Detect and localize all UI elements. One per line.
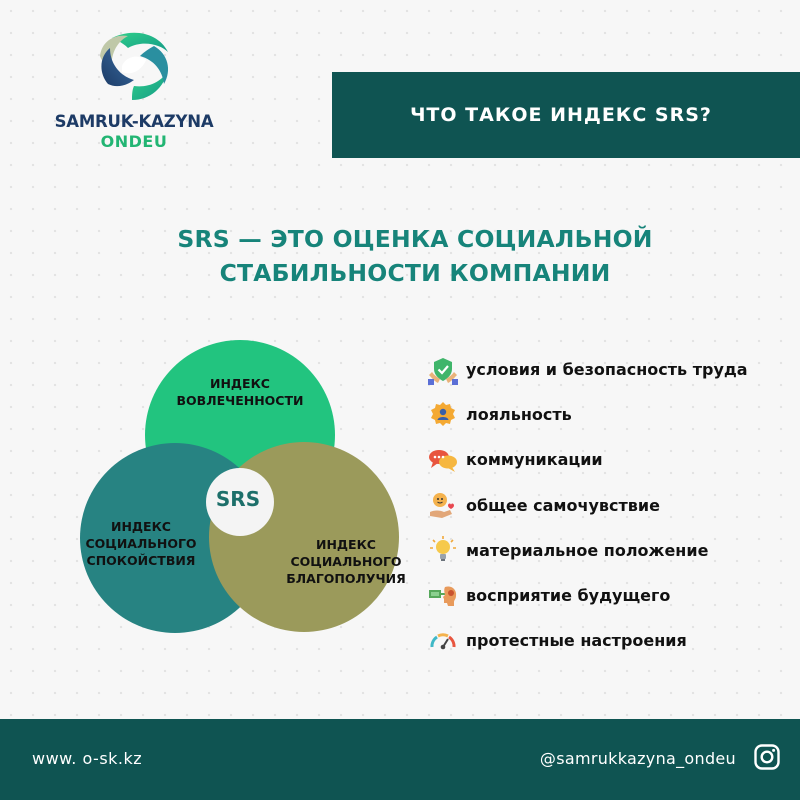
hand-heart-icon xyxy=(428,490,458,520)
gauge-icon xyxy=(428,626,458,656)
venn-label-engagement: ИНДЕКС ВОВЛЕЧЕННОСТИ xyxy=(176,376,304,408)
list-item xyxy=(428,618,788,663)
venn-center-label: SRS xyxy=(215,487,261,511)
footer-social-handle[interactable]: @samrukkazyna_ondeu xyxy=(539,749,736,768)
factor-label: условия и безопасность труда xyxy=(466,360,748,380)
header-title: ЧТО ТАКОЕ ИНДЕКС SRS? xyxy=(410,104,712,126)
chat-bubbles-icon xyxy=(428,445,458,475)
footer-website-link[interactable]: www. o-sk.kz xyxy=(32,749,143,768)
instagram-icon[interactable] xyxy=(754,744,780,770)
factor-label: коммуникации xyxy=(466,450,603,470)
shield-hands-icon xyxy=(428,355,458,385)
factor-label: лояльность xyxy=(466,405,572,425)
venn-label-wellbeing: ИНДЕКС СОЦИАЛЬНОГО БЛАГОПОЛУЧИЯ xyxy=(286,537,406,586)
factor-list xyxy=(428,347,788,663)
headline-line-1: SRS — ЭТО ОЦЕНКА СОЦИАЛЬНОЙ xyxy=(177,225,653,253)
footer-bar xyxy=(0,719,800,800)
list-item xyxy=(428,347,788,392)
list-item xyxy=(428,392,788,437)
lightbulb-icon xyxy=(428,535,458,565)
logo-subtitle: ONDEU xyxy=(100,132,168,151)
venn-label-calm: ИНДЕКС СОЦИАЛЬНОГО СПОКОЙСТВИЯ xyxy=(85,519,197,568)
list-item xyxy=(428,437,788,482)
headline-line-2: СТАБИЛЬНОСТИ КОМПАНИИ xyxy=(219,259,611,287)
factor-label: общее самочувствие xyxy=(466,495,660,515)
list-item xyxy=(428,528,788,573)
head-money-icon xyxy=(428,581,458,611)
factor-label: восприятие будущего xyxy=(466,586,671,606)
badge-person-icon xyxy=(428,400,458,430)
factor-label: протестные настроения xyxy=(466,631,687,651)
logo-company-name: SAMRUK-KAZYNA xyxy=(54,112,214,131)
factor-label: материальное положение xyxy=(466,540,709,560)
list-item xyxy=(428,573,788,618)
list-item xyxy=(428,483,788,528)
